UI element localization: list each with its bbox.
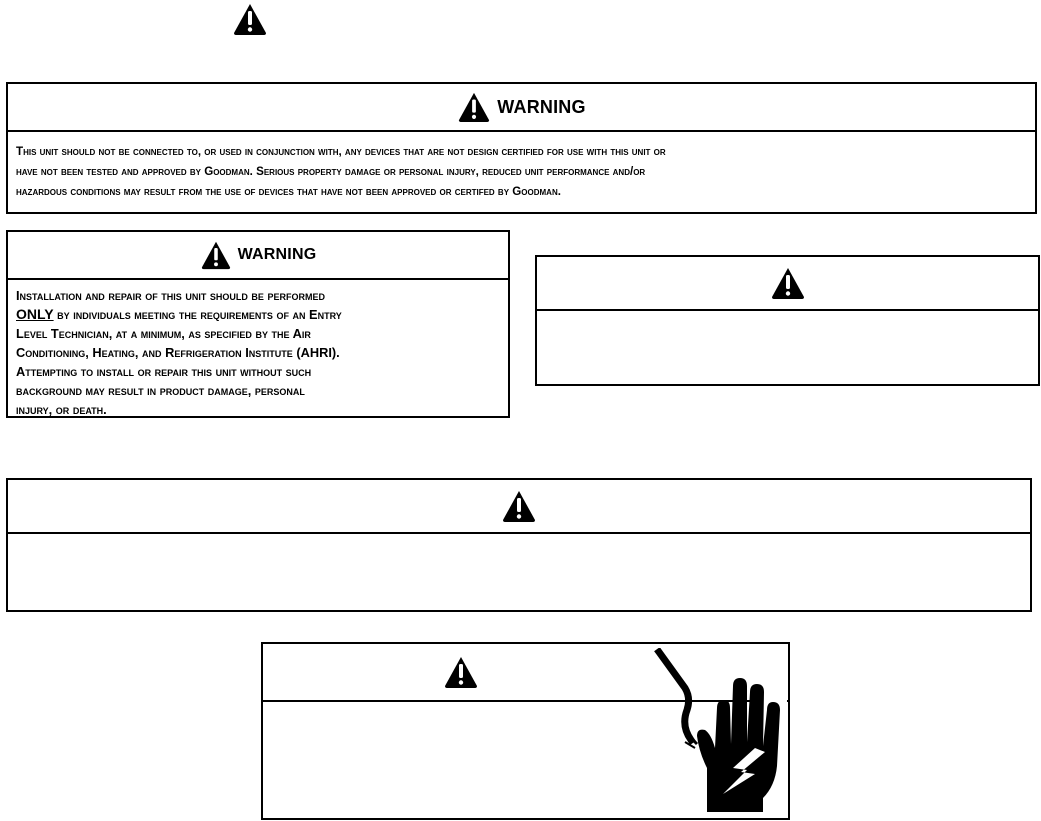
warning-box-installation xyxy=(6,230,510,418)
warning-line: injury, or death. xyxy=(16,402,107,417)
warning-box-devices xyxy=(6,82,1037,214)
warning-body xyxy=(16,286,500,419)
warning-line: background may result in product damage, personal xyxy=(16,383,305,398)
electric-shock-hand-icon xyxy=(651,648,787,818)
warning-body xyxy=(16,142,1027,202)
warning-line: This unit should not be connected to, or used in conjunction with, any devices that are not design certified for use with this unit or xyxy=(16,145,666,158)
notice-header xyxy=(537,257,1038,311)
warning-header xyxy=(8,232,508,280)
warning-line: have not been tested and approved by Goodman. Serious property damage or personal injury, reduced unit performance and/or xyxy=(16,165,646,178)
warning-line: ONLY by individuals meeting the requirements of an Entry xyxy=(16,306,342,322)
caution-triangle-icon xyxy=(501,489,537,523)
caution-triangle-icon xyxy=(200,240,232,270)
warning-line: Conditioning, Heating, and Refrigeration Institute (AHRI). xyxy=(16,345,340,360)
caution-triangle-icon xyxy=(232,2,268,36)
notice-box-electrical xyxy=(261,642,790,820)
warning-line: Attempting to install or repair this unit without such xyxy=(16,364,312,379)
warning-line: Installation and repair of this unit should be performed xyxy=(16,288,325,303)
signal-word: WARNING xyxy=(497,96,586,117)
warning-header xyxy=(8,84,1035,132)
only-emphasis: ONLY xyxy=(16,306,54,322)
notice-box-small xyxy=(535,255,1040,386)
caution-triangle-icon xyxy=(457,91,491,123)
notice-header xyxy=(8,480,1030,534)
warning-line: Level Technician, at a minimum, as specified by the Air xyxy=(16,326,311,341)
warning-line: hazardous conditions may result from the use of devices that have not been approved or certifed by Goodman. xyxy=(16,185,561,198)
caution-triangle-icon xyxy=(770,266,806,300)
signal-word: WARNING xyxy=(237,246,317,263)
notice-box-wide xyxy=(6,478,1032,612)
caution-triangle-icon xyxy=(443,655,479,689)
